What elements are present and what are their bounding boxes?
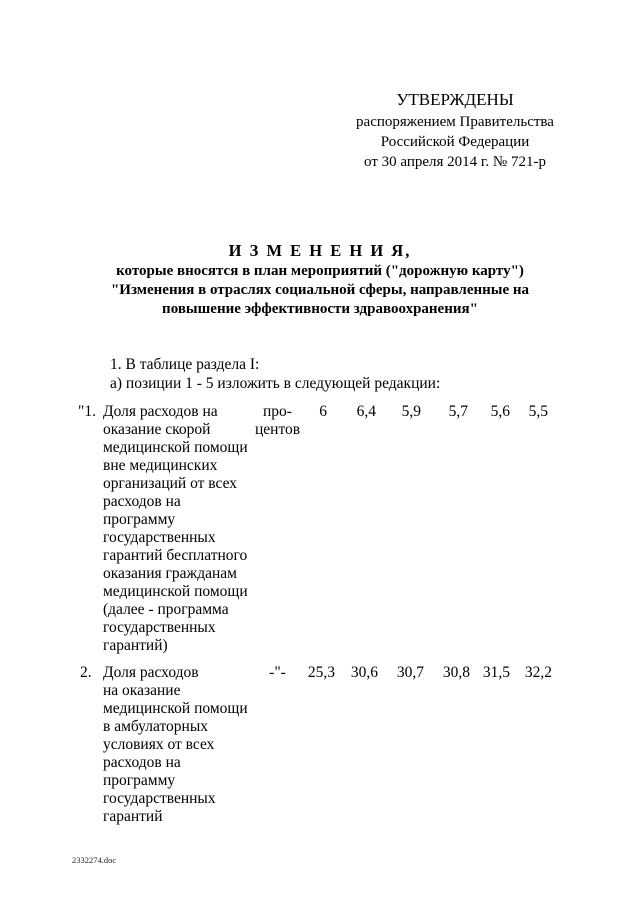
desc-line: (далее - программа <box>103 601 229 618</box>
row-value: 30,6 <box>350 664 378 681</box>
desc-line: государственных <box>103 529 216 546</box>
row-value: 30,7 <box>396 664 424 681</box>
approval-line: от 30 апреля 2014 г. № 721-р <box>364 154 546 170</box>
row-value: 32,2 <box>524 664 552 681</box>
desc-line: вне медицинских <box>103 457 218 474</box>
row-value: 6 <box>319 403 327 420</box>
unit-line: центов <box>255 421 301 438</box>
approval-block <box>330 88 580 172</box>
desc-line: гарантий) <box>103 637 168 654</box>
title-line: "Изменения в отраслях социальной сферы, направленные на <box>110 282 530 298</box>
document-title-block <box>80 240 560 319</box>
desc-line: гарантий <box>103 808 163 825</box>
title-line: повышение эффективности здравоохранения" <box>162 301 478 317</box>
row-value: 31,5 <box>482 664 510 681</box>
unit-line: -"- <box>269 664 286 681</box>
approval-line: распоряжением Правительства <box>356 114 554 130</box>
desc-line: условиях от всех <box>103 736 215 753</box>
desc-line: медицинской помощи <box>103 439 248 456</box>
row-value: 5,9 <box>401 403 421 420</box>
row-number: "1. <box>78 403 96 420</box>
row-number: 2. <box>80 664 92 681</box>
row-value: 5,7 <box>448 403 468 420</box>
row-unit <box>255 403 300 439</box>
desc-line: расходов на <box>103 493 181 510</box>
desc-line: программу <box>103 511 176 528</box>
unit-line: про- <box>263 403 292 420</box>
desc-line: программу <box>103 772 176 789</box>
desc-line: в амбулаторных <box>103 718 208 735</box>
desc-line: государственных <box>103 619 216 636</box>
paragraph-1: 1. В таблице раздела I: <box>110 356 260 373</box>
row-value: 6,4 <box>356 403 376 420</box>
title-line: которые вносятся в план мероприятий ("дорожную карту") <box>116 263 524 279</box>
file-name-footer: 2332274.doc <box>72 855 117 865</box>
row-value: 30,8 <box>442 664 470 681</box>
desc-line: медицинской помощи <box>103 700 248 717</box>
row-value: 5,5 <box>528 403 548 420</box>
desc-line: организаций от всех <box>103 475 238 492</box>
desc-line: медицинской помощи <box>103 583 248 600</box>
desc-line: Доля расходов <box>103 664 199 681</box>
row-description <box>103 664 253 826</box>
row-description <box>103 403 253 655</box>
approval-line: Российской Федерации <box>380 134 530 150</box>
desc-line: оказание скорой <box>103 421 211 438</box>
row-value: 5,6 <box>490 403 510 420</box>
document-title: И З М Е Н Е Н И Я, <box>228 241 412 260</box>
desc-line: расходов на <box>103 754 181 771</box>
desc-line: государственных <box>103 790 216 807</box>
paragraph-2: а) позиции 1 - 5 изложить в следующей редакции: <box>110 375 441 392</box>
approval-heading: УТВЕРЖДЕНЫ <box>396 90 514 109</box>
desc-line: гарантий бесплатного <box>103 547 248 564</box>
row-unit <box>255 664 300 682</box>
desc-line: Доля расходов на <box>103 403 218 420</box>
row-value: 25,3 <box>307 664 335 681</box>
desc-line: на оказание <box>103 682 181 699</box>
desc-line: оказания гражданам <box>103 565 237 582</box>
